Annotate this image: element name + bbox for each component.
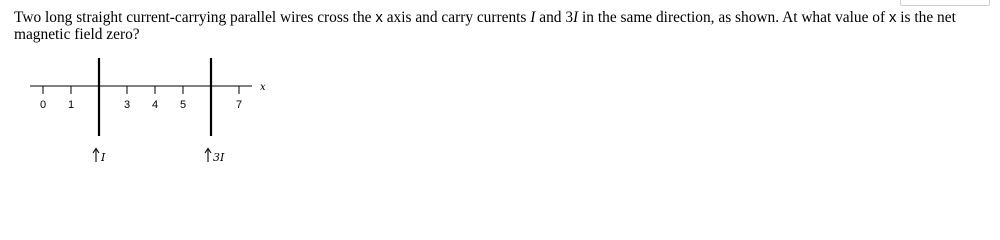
tick-label: 1 [67,99,75,111]
tick-label: 0 [39,99,47,111]
tick-label: 3 [123,99,131,111]
current-variable-3i: I [573,9,579,26]
current-label-2: 3I [213,151,225,164]
x-variable: x [375,9,383,26]
question-part-4: in the same direction, as shown. At what value of [578,9,889,26]
x-variable-2: x [888,9,897,26]
tick-label: 7 [235,99,243,111]
question-part-3: and 3 [535,9,574,26]
question-part-1: Two long straight current-carrying parallel wires cross the [14,9,376,26]
tick-label: 4 [151,99,159,111]
question-part-5: is the net magnetic field zero? [14,9,956,43]
current-label-1: I [101,151,106,164]
tick-label: 5 [179,99,187,111]
current-variable-i: I [530,9,536,26]
x-axis-label: x [260,82,266,93]
question-part-2: axis and carry currents [382,9,531,26]
